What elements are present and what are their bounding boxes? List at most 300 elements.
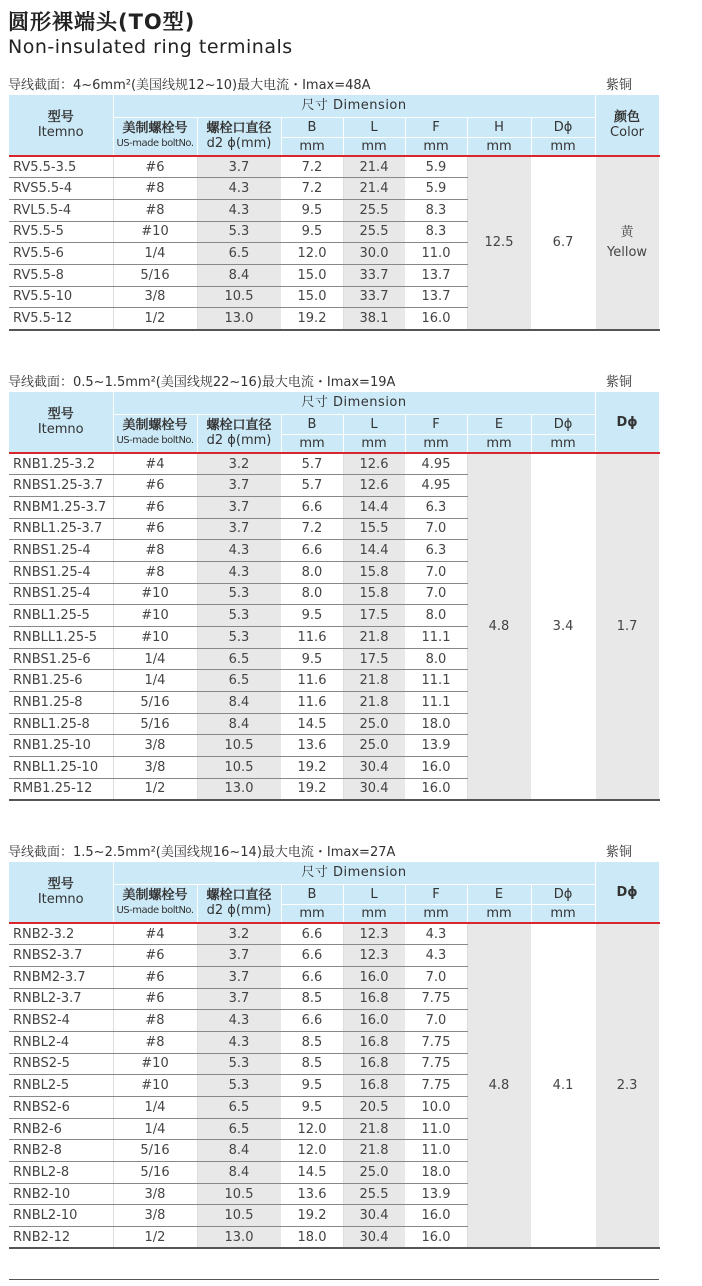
table-row (9, 453, 659, 475)
header-l: L (343, 117, 405, 137)
cell-b: 8.0 (281, 561, 343, 583)
cell-model: RV5.5-12 (9, 308, 113, 330)
cell-b: 8.0 (281, 583, 343, 605)
cell-b: 9.5 (281, 199, 343, 221)
cell-hole: 3.7 (197, 966, 281, 988)
cell-f: 8.3 (405, 221, 467, 243)
cell-bolt: 1/2 (113, 308, 197, 330)
cell-f: 13.7 (405, 264, 467, 286)
cell-model: RNBM1.25-3.7 (9, 496, 113, 518)
cell-l: 16.0 (343, 966, 405, 988)
cell-f: 7.0 (405, 966, 467, 988)
header-unit: mm (343, 904, 405, 923)
cell-hole: 3.7 (197, 945, 281, 967)
cell-b: 13.6 (281, 735, 343, 757)
cell-bolt: 3/8 (113, 1183, 197, 1205)
cell-b: 6.6 (281, 966, 343, 988)
cell-l: 25.0 (343, 735, 405, 757)
cell-f: 13.9 (405, 735, 467, 757)
cell-hole: 6.5 (197, 243, 281, 265)
cell-b: 5.7 (281, 453, 343, 475)
cell-bolt: #6 (113, 496, 197, 518)
cell-l: 21.8 (343, 670, 405, 692)
cell-col6-merged (595, 156, 659, 330)
cell-l: 25.5 (343, 1183, 405, 1205)
cell-model: RNBL1.25-10 (9, 757, 113, 779)
header-col5: Dϕ (531, 884, 595, 904)
header-f: F (405, 117, 467, 137)
cell-l: 17.5 (343, 605, 405, 627)
cell-b: 19.2 (281, 1205, 343, 1227)
cell-l: 30.0 (343, 243, 405, 265)
header-dimension: 尺寸 Dimension (113, 95, 595, 117)
cell-l: 25.5 (343, 221, 405, 243)
cell-hole: 10.5 (197, 1183, 281, 1205)
page-bottom-rule (9, 1279, 659, 1280)
cell-f: 16.0 (405, 1205, 467, 1227)
header-b: B (281, 884, 343, 904)
cell-hole: 4.3 (197, 199, 281, 221)
cell-bolt: 5/16 (113, 1162, 197, 1184)
cell-col6-value: 2.3 (616, 1077, 638, 1093)
cell-bolt: #6 (113, 945, 197, 967)
cell-f: 11.1 (405, 692, 467, 714)
cell-model: RNBS2-5 (9, 1053, 113, 1075)
cell-l: 25.0 (343, 713, 405, 735)
cell-b: 8.5 (281, 1031, 343, 1053)
cell-l: 12.3 (343, 945, 405, 967)
cell-bolt: 1/4 (113, 1097, 197, 1119)
cell-b: 14.5 (281, 1162, 343, 1184)
header-dimension: 尺寸 Dimension (113, 862, 595, 884)
cell-bolt: #8 (113, 1031, 197, 1053)
cell-hole: 5.3 (197, 221, 281, 243)
header-hole (197, 414, 281, 453)
cell-bolt: #8 (113, 178, 197, 200)
cell-l: 38.1 (343, 308, 405, 330)
cell-l: 15.8 (343, 583, 405, 605)
cell-bolt: #6 (113, 988, 197, 1010)
header-hole-en: d2 ϕ(mm) (206, 903, 272, 919)
cell-b: 14.5 (281, 713, 343, 735)
cell-bolt: #6 (113, 966, 197, 988)
cell-l: 25.0 (343, 1162, 405, 1184)
cell-f: 7.75 (405, 1031, 467, 1053)
cell-hole: 8.4 (197, 264, 281, 286)
header-col4: E (467, 414, 531, 434)
cell-l: 21.8 (343, 1118, 405, 1140)
cell-b: 8.5 (281, 988, 343, 1010)
cell-model: RNBL2-4 (9, 1031, 113, 1053)
cell-col5-merged: 4.1 (531, 923, 595, 1248)
cell-l: 14.4 (343, 540, 405, 562)
header-f: F (405, 414, 467, 434)
cell-col6-merged (595, 453, 659, 800)
cell-l: 21.4 (343, 178, 405, 200)
cell-bolt: 1/2 (113, 1227, 197, 1249)
header-bolt-en: US-made boltNo. (116, 905, 194, 917)
cell-f: 4.95 (405, 475, 467, 497)
cell-model: RNB1.25-3.2 (9, 453, 113, 475)
cell-hole: 8.4 (197, 713, 281, 735)
header-bolt-en: US-made boltNo. (116, 435, 194, 447)
cell-f: 4.95 (405, 453, 467, 475)
cell-model: RNBS1.25-4 (9, 583, 113, 605)
cell-model: RV5.5-10 (9, 286, 113, 308)
cell-hole: 3.7 (197, 988, 281, 1010)
cell-bolt: 5/16 (113, 692, 197, 714)
cell-b: 7.2 (281, 156, 343, 178)
cell-f: 6.3 (405, 540, 467, 562)
cell-model: RNBS2-4 (9, 1010, 113, 1032)
cell-model: RNB1.25-6 (9, 670, 113, 692)
cell-model: RNB2-3.2 (9, 923, 113, 945)
header-bolt-cn: 美制螺栓号 (122, 888, 188, 904)
cell-model: RV5.5-5 (9, 221, 113, 243)
spec-table (9, 392, 660, 801)
wire-condition: 导线截面：1.5~2.5mm²(美国线规16~14)最大电流・Imax=27A (8, 845, 396, 860)
cell-bolt: 3/8 (113, 735, 197, 757)
section-header (0, 369, 702, 391)
page-subtitle: Non-insulated ring terminals (8, 36, 293, 58)
cell-b: 19.2 (281, 778, 343, 800)
cell-f: 11.0 (405, 1140, 467, 1162)
cell-col4-merged: 12.5 (467, 156, 531, 330)
cell-hole: 5.3 (197, 1075, 281, 1097)
cell-l: 12.6 (343, 453, 405, 475)
cell-f: 11.1 (405, 670, 467, 692)
cell-col6-merged (595, 923, 659, 1248)
header-col5: Dϕ (531, 414, 595, 434)
header-col6 (595, 95, 659, 156)
cell-f: 13.9 (405, 1183, 467, 1205)
section-header (0, 839, 702, 861)
header-col4: E (467, 884, 531, 904)
cell-b: 19.2 (281, 308, 343, 330)
cell-b: 8.5 (281, 1053, 343, 1075)
cell-l: 20.5 (343, 1097, 405, 1119)
header-model (9, 392, 113, 453)
cell-l: 16.8 (343, 1075, 405, 1097)
cell-model: RNBS1.25-4 (9, 540, 113, 562)
material-label: 紫铜 (606, 78, 633, 93)
cell-bolt: #10 (113, 221, 197, 243)
cell-b: 7.2 (281, 178, 343, 200)
cell-hole: 6.5 (197, 670, 281, 692)
cell-b: 5.7 (281, 475, 343, 497)
header-model (9, 862, 113, 923)
cell-model: RNBM2-3.7 (9, 966, 113, 988)
cell-bolt: #10 (113, 583, 197, 605)
cell-b: 13.6 (281, 1183, 343, 1205)
cell-model: RNB1.25-10 (9, 735, 113, 757)
cell-f: 7.75 (405, 1053, 467, 1075)
cell-bolt: #10 (113, 605, 197, 627)
cell-bolt: 5/16 (113, 264, 197, 286)
header-model-cn: 型号 (47, 877, 74, 892)
cell-hole: 5.3 (197, 627, 281, 649)
header-f: F (405, 884, 467, 904)
cell-f: 18.0 (405, 1162, 467, 1184)
cell-f: 16.0 (405, 757, 467, 779)
cell-b: 19.2 (281, 757, 343, 779)
cell-col5-merged: 6.7 (531, 156, 595, 330)
cell-model: RNBS1.25-6 (9, 648, 113, 670)
cell-l: 15.8 (343, 561, 405, 583)
cell-bolt: #8 (113, 540, 197, 562)
cell-model: RNBS1.25-3.7 (9, 475, 113, 497)
cell-b: 6.6 (281, 1010, 343, 1032)
cell-hole: 10.5 (197, 1205, 281, 1227)
header-unit: mm (405, 434, 467, 453)
cell-b: 11.6 (281, 692, 343, 714)
cell-l: 12.6 (343, 475, 405, 497)
cell-hole: 4.3 (197, 540, 281, 562)
cell-f: 6.3 (405, 496, 467, 518)
cell-bolt: #10 (113, 627, 197, 649)
cell-bolt: #10 (113, 1053, 197, 1075)
cell-l: 25.5 (343, 199, 405, 221)
header-unit: mm (467, 434, 531, 453)
cell-l: 30.4 (343, 778, 405, 800)
cell-f: 16.0 (405, 308, 467, 330)
cell-l: 33.7 (343, 286, 405, 308)
cell-model: RNB1.25-8 (9, 692, 113, 714)
cell-hole: 4.3 (197, 1031, 281, 1053)
cell-model: RNB2-10 (9, 1183, 113, 1205)
cell-f: 11.1 (405, 627, 467, 649)
cell-col6-value-en: Yellow (607, 244, 648, 260)
cell-hole: 3.2 (197, 923, 281, 945)
cell-b: 6.6 (281, 496, 343, 518)
header-col6-cn: Dϕ (616, 414, 638, 430)
header-l: L (343, 414, 405, 434)
cell-b: 6.6 (281, 945, 343, 967)
cell-b: 12.0 (281, 243, 343, 265)
cell-hole: 3.7 (197, 156, 281, 178)
cell-hole: 5.3 (197, 605, 281, 627)
header-model-cn: 型号 (47, 407, 74, 422)
header-unit: mm (281, 434, 343, 453)
cell-model: RV5.5-3.5 (9, 156, 113, 178)
header-l: L (343, 884, 405, 904)
cell-model: RNBL2-5 (9, 1075, 113, 1097)
cell-b: 7.2 (281, 518, 343, 540)
cell-hole: 5.3 (197, 1053, 281, 1075)
cell-hole: 3.7 (197, 496, 281, 518)
cell-f: 13.7 (405, 286, 467, 308)
cell-hole: 13.0 (197, 308, 281, 330)
spec-section (0, 72, 702, 326)
header-unit: mm (467, 137, 531, 156)
header-unit: mm (405, 904, 467, 923)
cell-model: RNBL2-10 (9, 1205, 113, 1227)
header-unit: mm (531, 904, 595, 923)
cell-bolt: #8 (113, 561, 197, 583)
cell-b: 9.5 (281, 221, 343, 243)
cell-f: 8.0 (405, 605, 467, 627)
header-hole-en: d2 ϕ(mm) (206, 433, 272, 449)
header-col5: Dϕ (531, 117, 595, 137)
cell-bolt: #4 (113, 453, 197, 475)
page-title: 圆形裸端头(TO型) (8, 10, 196, 34)
header-b: B (281, 117, 343, 137)
cell-hole: 5.3 (197, 583, 281, 605)
header-bolt (113, 884, 197, 923)
cell-l: 17.5 (343, 648, 405, 670)
cell-l: 12.3 (343, 923, 405, 945)
material-label: 紫铜 (606, 845, 633, 860)
cell-hole: 6.5 (197, 648, 281, 670)
cell-b: 11.6 (281, 670, 343, 692)
cell-col4-merged: 4.8 (467, 453, 531, 800)
cell-f: 7.0 (405, 583, 467, 605)
cell-f: 16.0 (405, 1227, 467, 1249)
cell-bolt: #4 (113, 923, 197, 945)
cell-f: 7.0 (405, 1010, 467, 1032)
header-hole-cn: 螺栓口直径 (206, 121, 272, 137)
cell-hole: 3.2 (197, 453, 281, 475)
table-row (9, 156, 659, 178)
header-hole-cn: 螺栓口直径 (206, 418, 272, 434)
cell-b: 9.5 (281, 1097, 343, 1119)
cell-hole: 13.0 (197, 1227, 281, 1249)
cell-model: RV5.5-8 (9, 264, 113, 286)
cell-bolt: 1/4 (113, 243, 197, 265)
cell-hole: 3.7 (197, 475, 281, 497)
cell-f: 18.0 (405, 713, 467, 735)
cell-bolt: #8 (113, 1010, 197, 1032)
cell-bolt: #6 (113, 475, 197, 497)
cell-model: RNBS2-6 (9, 1097, 113, 1119)
cell-model: RNB2-8 (9, 1140, 113, 1162)
header-hole (197, 117, 281, 156)
header-unit: mm (531, 137, 595, 156)
header-model-en: Itemno (37, 125, 84, 140)
cell-b: 9.5 (281, 605, 343, 627)
cell-l: 16.8 (343, 1053, 405, 1075)
cell-hole: 4.3 (197, 1010, 281, 1032)
cell-bolt: #6 (113, 518, 197, 540)
header-model-en: Itemno (37, 892, 84, 907)
cell-bolt: 3/8 (113, 286, 197, 308)
material-label: 紫铜 (606, 375, 633, 390)
cell-col4-merged: 4.8 (467, 923, 531, 1248)
header-dimension: 尺寸 Dimension (113, 392, 595, 414)
header-col6-cn: 颜色 (614, 110, 641, 125)
cell-bolt: 5/16 (113, 713, 197, 735)
header-unit: mm (531, 434, 595, 453)
cell-hole: 6.5 (197, 1097, 281, 1119)
cell-l: 16.8 (343, 1031, 405, 1053)
header-bolt-cn: 美制螺栓号 (122, 418, 188, 434)
header-col4: H (467, 117, 531, 137)
cell-l: 15.5 (343, 518, 405, 540)
cell-bolt: 1/4 (113, 1118, 197, 1140)
cell-l: 21.8 (343, 627, 405, 649)
cell-b: 18.0 (281, 1227, 343, 1249)
header-unit: mm (467, 904, 531, 923)
cell-hole: 8.4 (197, 1162, 281, 1184)
cell-hole: 10.5 (197, 757, 281, 779)
cell-model: RNBLL1.25-5 (9, 627, 113, 649)
cell-f: 7.0 (405, 518, 467, 540)
cell-b: 6.6 (281, 540, 343, 562)
header-bolt (113, 414, 197, 453)
cell-bolt: #10 (113, 1075, 197, 1097)
cell-hole: 8.4 (197, 692, 281, 714)
cell-model: RVS5.5-4 (9, 178, 113, 200)
cell-hole: 4.3 (197, 178, 281, 200)
cell-l: 30.4 (343, 1205, 405, 1227)
cell-bolt: #8 (113, 199, 197, 221)
cell-col6-value: 1.7 (616, 618, 638, 634)
cell-f: 8.3 (405, 199, 467, 221)
cell-f: 7.75 (405, 988, 467, 1010)
header-bolt (113, 117, 197, 156)
cell-f: 7.0 (405, 561, 467, 583)
header-unit: mm (281, 137, 343, 156)
cell-bolt: 1/2 (113, 778, 197, 800)
spec-section (0, 839, 702, 1245)
cell-model: RNB2-6 (9, 1118, 113, 1140)
header-model-cn: 型号 (47, 110, 74, 125)
cell-l: 14.4 (343, 496, 405, 518)
cell-b: 12.0 (281, 1140, 343, 1162)
header-unit: mm (281, 904, 343, 923)
wire-condition: 导线截面：4~6mm²(美国线规12~10)最大电流・Imax=48A (8, 78, 371, 93)
cell-b: 11.6 (281, 627, 343, 649)
spec-section (0, 369, 702, 797)
header-unit: mm (405, 137, 467, 156)
cell-hole: 8.4 (197, 1140, 281, 1162)
cell-b: 9.5 (281, 648, 343, 670)
header-col6 (595, 862, 659, 923)
cell-f: 5.9 (405, 156, 467, 178)
cell-model: RNBL1.25-5 (9, 605, 113, 627)
cell-f: 4.3 (405, 923, 467, 945)
cell-bolt: 1/4 (113, 648, 197, 670)
cell-model: RNBL1.25-8 (9, 713, 113, 735)
cell-b: 6.6 (281, 923, 343, 945)
header-b: B (281, 414, 343, 434)
cell-l: 16.0 (343, 1010, 405, 1032)
cell-hole: 3.7 (197, 518, 281, 540)
cell-bolt: #6 (113, 156, 197, 178)
cell-l: 21.8 (343, 692, 405, 714)
cell-f: 11.0 (405, 243, 467, 265)
header-col6-cn: Dϕ (616, 884, 638, 900)
cell-model: RVL5.5-4 (9, 199, 113, 221)
cell-hole: 13.0 (197, 778, 281, 800)
cell-l: 21.4 (343, 156, 405, 178)
header-unit: mm (343, 137, 405, 156)
cell-f: 5.9 (405, 178, 467, 200)
cell-b: 12.0 (281, 1118, 343, 1140)
cell-model: RNBS2-3.7 (9, 945, 113, 967)
cell-f: 8.0 (405, 648, 467, 670)
cell-b: 15.0 (281, 286, 343, 308)
header-unit: mm (343, 434, 405, 453)
header-col6-en: Color (610, 125, 644, 140)
spec-table (9, 862, 660, 1249)
header-model (9, 95, 113, 156)
header-bolt-cn: 美制螺栓号 (122, 121, 188, 137)
cell-model: RV5.5-6 (9, 243, 113, 265)
cell-col5-merged: 3.4 (531, 453, 595, 800)
header-hole-cn: 螺栓口直径 (206, 888, 272, 904)
cell-l: 21.8 (343, 1140, 405, 1162)
